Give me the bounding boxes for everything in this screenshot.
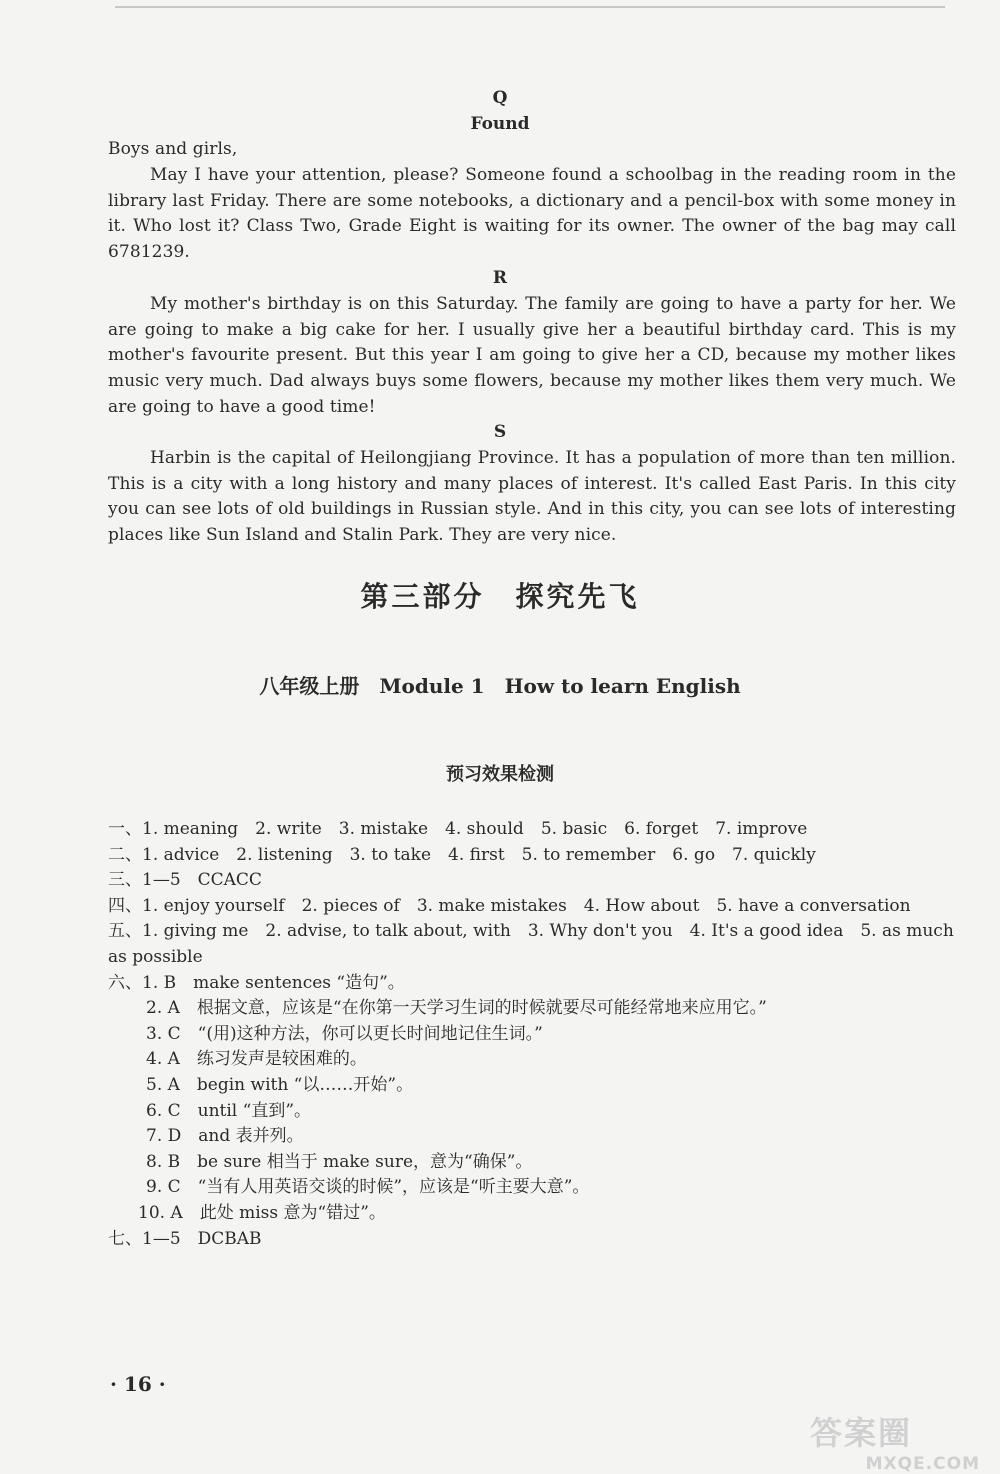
- answer-q1: 一、1. meaning 2. write 3. mistake 4. should 5. basic 6. forget 7. improve: [108, 819, 808, 839]
- answer-q6-item: 2. A 根据文意，应该是“在你第一天学习生词的时候就要尽可能经常地来应用它。”: [146, 998, 767, 1019]
- answer-q6-item: 6. C until “直到”。: [146, 1100, 312, 1121]
- watermark-logo-text: 答案圈: [810, 1414, 913, 1452]
- answer-q2: 二、1. advice 2. listening 3. to take 4. first 5. to remember 6. go 7. quickly: [108, 844, 816, 865]
- answer-q3: 三、1—5 CCACC: [108, 870, 262, 891]
- section-q-body: [108, 163, 956, 266]
- answer-q6-item: 5. A begin with “以……开始”。: [146, 1074, 414, 1095]
- section-r-body: [108, 292, 956, 421]
- answer-q6-head: 六、1. B make sentences “造句”。: [108, 972, 405, 993]
- part-title: 第三部分 探究先飞: [360, 580, 640, 613]
- section-title: 预习效果检测: [446, 764, 554, 785]
- watermark-site: MXQE.COM: [865, 1454, 980, 1474]
- answer-q4: 四、1. enjoy yourself 2. pieces of 3. make mistakes 4. How about 5. have a conversation: [108, 895, 911, 916]
- top-rule: [115, 6, 945, 8]
- answer-q6-item: 9. C “当有人用英语交谈的时候”，应该是“听主要大意”。: [146, 1177, 590, 1198]
- answer-q6-item: 4. A 练习发声是较困难的。: [146, 1049, 367, 1070]
- page-number: · 16 ·: [110, 1372, 166, 1396]
- section-s-letter: S: [493, 422, 507, 442]
- answer-list: [108, 817, 958, 1252]
- watermark-logo: [810, 1408, 980, 1474]
- section-q-title: Found: [470, 114, 530, 134]
- answer-q6-item: 8. B be sure 相当于 make sure，意为“确保”。: [146, 1151, 533, 1172]
- section-s-body: [108, 446, 956, 549]
- section-q-letter: Q: [492, 88, 508, 108]
- answer-q5: 五、1. giving me 2. advise, to talk about, with 3. Why don't you 4. It's a good idea 5. as much as possible: [108, 921, 954, 967]
- module-title: 八年级上册 Module 1 How to learn English: [259, 674, 741, 698]
- answer-q6-item: 3. C “(用)这种方法，你可以更长时间地记住生词。”: [146, 1023, 543, 1044]
- section-r-letter: R: [492, 268, 508, 288]
- section-s-body-text: Harbin is the capital of Heilongjiang Province. It has a population of more than ten million. This is a city with a long history and many places of interest. It's called East Paris. In this city you can see lots of old buildings in Russian style. And in this city, you can see lots of interesting places like Sun Island and Stalin Park. They are very nice.: [108, 448, 956, 546]
- answer-q6-item-10: 10. A 此处 miss 意为“错过”。: [138, 1202, 386, 1223]
- section-q-body-text: May I have your attention, please? Someone found a schoolbag in the reading room in the library last Friday. There are some notebooks, a dictionary and a pencil-box with some money in it. Who lost it? Class Two, Grade Eight is waiting for its owner. The owner of the bag may call 6781239.: [108, 165, 956, 263]
- section-r-body-text: My mother's birthday is on this Saturday. The family are going to have a party for her. We are going to make a big cake for her. I usually give her a beautiful birthday card. This is my mother's favourite present. But this year I am going to give her a CD, because my mother likes music very much. Dad always buys some flowers, because my mother likes them very much. We are going to have a good time!: [108, 294, 956, 417]
- answer-q6-item: 7. D and 表并列。: [146, 1126, 304, 1147]
- answer-q7: 七、1—5 DCBAB: [108, 1228, 262, 1249]
- section-q-greeting: Boys and girls,: [108, 139, 238, 159]
